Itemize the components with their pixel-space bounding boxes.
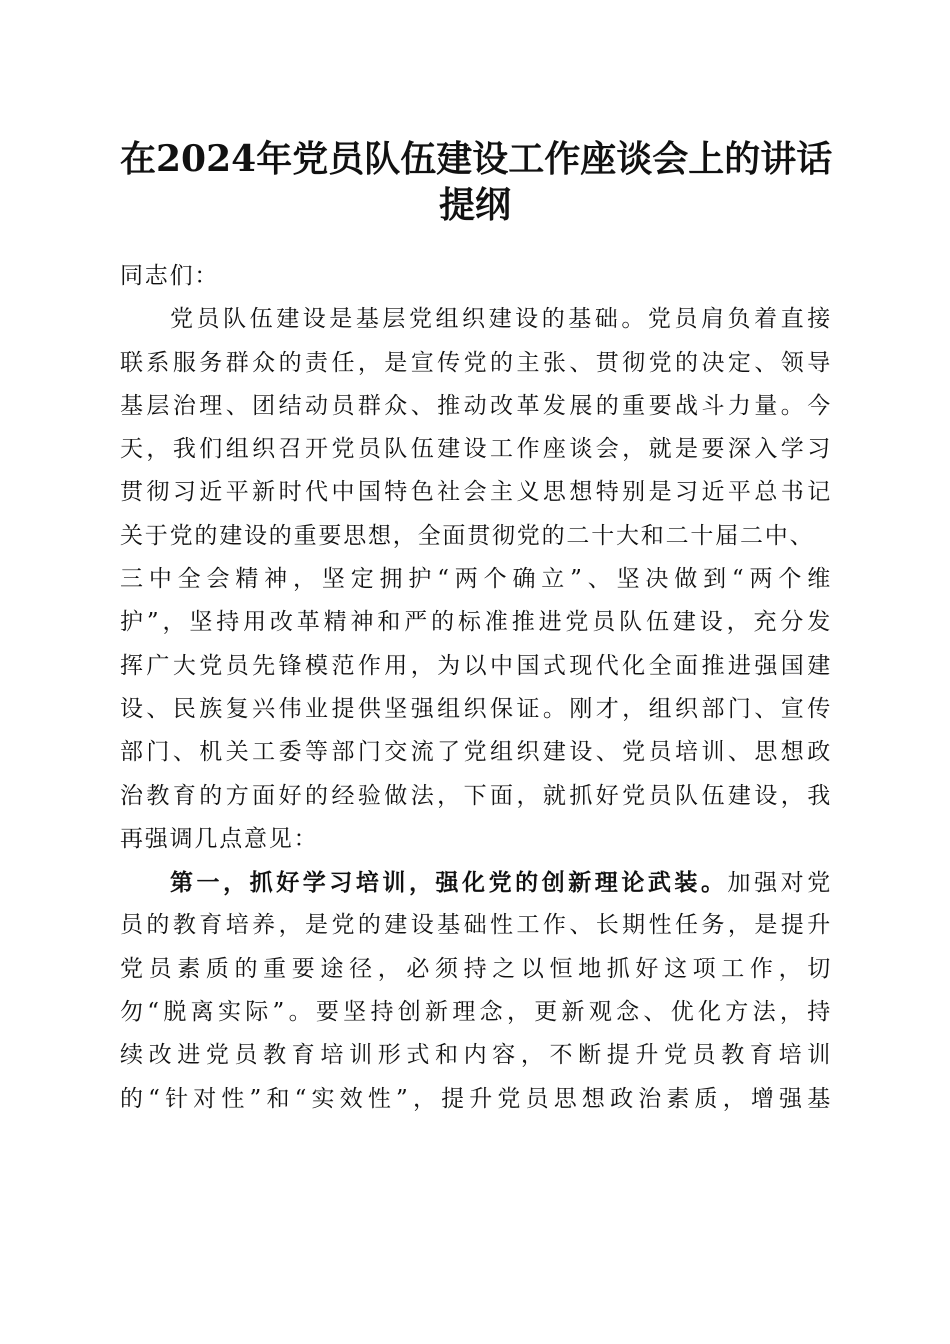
section-heading: 第一，抓好学习培训，强化党的创新理论武装。 bbox=[170, 869, 728, 897]
paragraph-line: 再强调几点意见： bbox=[120, 825, 319, 852]
paragraph-line: 党员素质的重要途径，必须持之以恒地抓好这项工作，切 bbox=[120, 955, 832, 982]
salutation: 同志们： bbox=[120, 263, 220, 289]
title-line-2: 提纲 bbox=[438, 184, 511, 226]
document-body bbox=[120, 255, 832, 1121]
paragraph-2 bbox=[120, 861, 832, 1121]
paragraph-line: 护”，坚持用改革精神和严的标准推进党员队伍建设，充分发 bbox=[120, 609, 832, 636]
document-title bbox=[120, 136, 833, 228]
paragraph-line: 的“针对性”和“实效性”，提升党员思想政治素质，增强基 bbox=[120, 1085, 832, 1112]
paragraph-line: 基层治理、团结动员群众、推动改革发展的重要战斗力量。今 bbox=[120, 392, 832, 419]
paragraph-line: 员的教育培养，是党的建设基础性工作、长期性任务，是提升 bbox=[120, 912, 832, 939]
paragraph-line: 党员队伍建设是基层党组织建设的基础。党员肩负着直接 bbox=[170, 306, 832, 333]
paragraph-line: 三中全会精神，坚定拥护“两个确立”、坚决做到“两个维 bbox=[120, 566, 832, 593]
paragraph-line: 勿“脱离实际”。要坚持创新理念，更新观念、优化方法，持 bbox=[120, 999, 832, 1026]
paragraph-line: 设、民族复兴伟业提供坚强组织保证。刚才，组织部门、宣传 bbox=[120, 695, 832, 722]
paragraph-line-rest: 加强对党 bbox=[727, 870, 832, 897]
paragraph-line: 联系服务群众的责任，是宣传党的主张、贯彻党的决定、领导 bbox=[120, 349, 832, 376]
title-line-1: 在2024年党员队伍建设工作座谈会上的讲话 bbox=[120, 138, 833, 180]
paragraph-line: 续改进党员教育培训形式和内容，不断提升党员教育培训 bbox=[120, 1042, 832, 1069]
paragraph-line: 关于党的建设的重要思想，全面贯彻党的二十大和二十届二中、 bbox=[120, 522, 815, 549]
paragraph-line: 治教育的方面好的经验做法，下面，就抓好党员队伍建设，我 bbox=[120, 782, 832, 809]
paragraph-line: 挥广大党员先锋模范作用，为以中国式现代化全面推进强国建 bbox=[120, 652, 832, 679]
paragraph-line: 部门、机关工委等部门交流了党组织建设、党员培训、思想政 bbox=[120, 739, 832, 766]
paragraph-1 bbox=[120, 298, 832, 861]
paragraph-line: 天，我们组织召开党员队伍建设工作座谈会，就是要深入学习 bbox=[120, 436, 832, 463]
paragraph-line bbox=[120, 861, 832, 904]
paragraph-line: 贯彻习近平新时代中国特色社会主义思想特别是习近平总书记 bbox=[120, 479, 832, 506]
